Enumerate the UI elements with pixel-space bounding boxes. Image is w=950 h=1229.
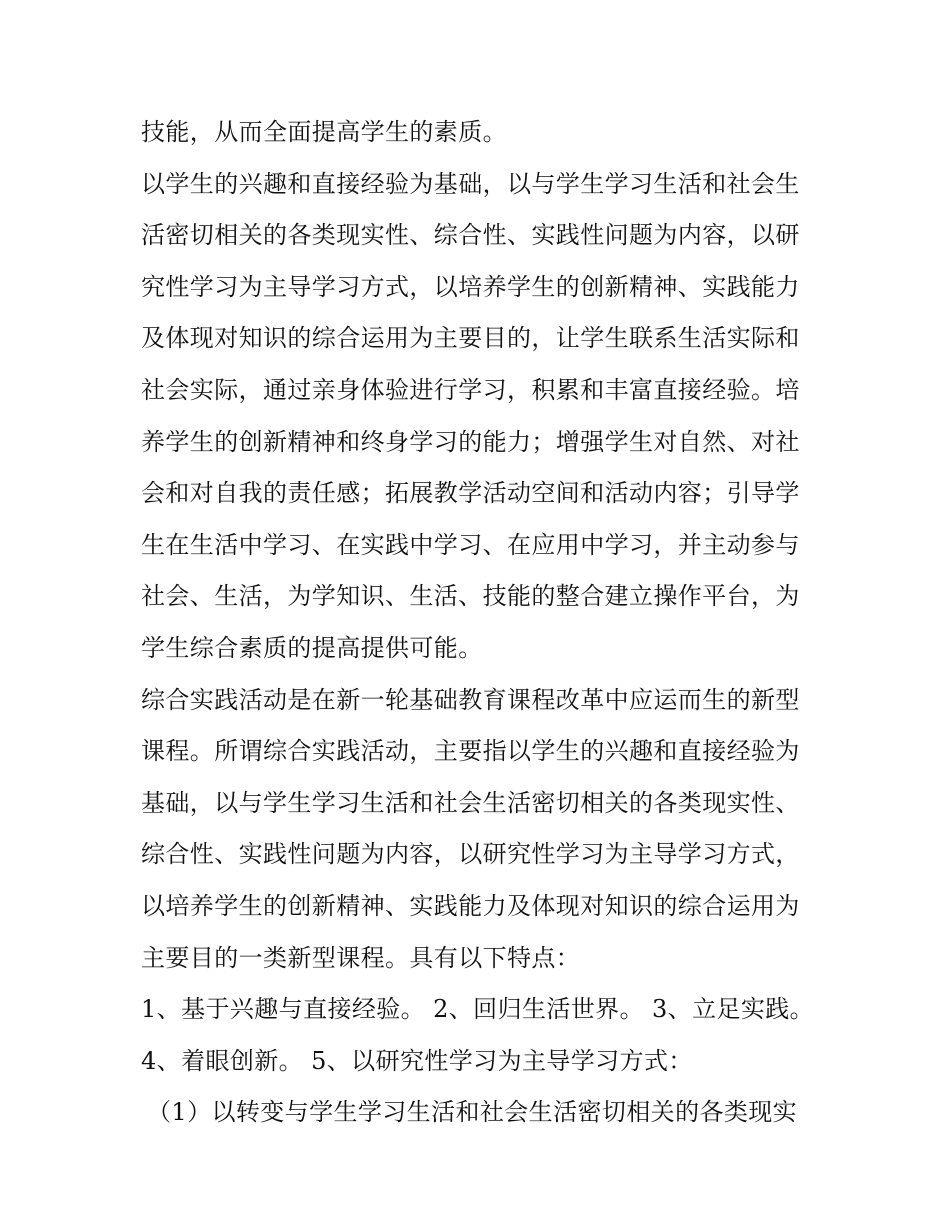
text-line: 1、基于兴趣与直接经验。 2、回归生活世界。 3、立足实践。 bbox=[141, 995, 815, 1024]
text-line: 主要目的一类新型课程。具有以下特点： bbox=[141, 943, 581, 972]
text-line: 课程。所谓综合实践活动，主要指以学生的兴趣和直接经验为 bbox=[141, 737, 800, 766]
text-line: （1）以转变与学生学习生活和社会生活密切相关的各类现实 bbox=[147, 1098, 798, 1127]
text-line: 4、着眼创新。 5、以研究性学习为主导学习方式： bbox=[141, 1046, 693, 1075]
text-line: 养学生的创新精神和终身学习的能力；增强学生对自然、对社 bbox=[141, 427, 800, 456]
text-line: 会和对自我的责任感；拓展教学活动空间和活动内容；引导学 bbox=[141, 479, 800, 508]
text-line: 究性学习为主导学习方式，以培养学生的创新精神、实践能力 bbox=[141, 272, 800, 301]
text-line: 综合实践活动是在新一轮基础教育课程改革中应运而生的新型 bbox=[141, 685, 800, 714]
text-line: 技能，从而全面提高学生的素质。 bbox=[141, 118, 507, 146]
text-line: 社会、生活，为学知识、生活、技能的整合建立操作平台，为 bbox=[141, 582, 800, 611]
text-line: 社会实际，通过亲身体验进行学习，积累和丰富直接经验。培 bbox=[141, 375, 800, 404]
text-line: 以学生的兴趣和直接经验为基础，以与学生学习生活和社会生 bbox=[141, 169, 800, 198]
text-line: 以培养学生的创新精神、实践能力及体现对知识的综合运用为 bbox=[141, 891, 800, 920]
text-line: 基础，以与学生学习生活和社会生活密切相关的各类现实性、 bbox=[141, 788, 800, 817]
document-body bbox=[141, 107, 821, 1139]
text-line: 及体现对知识的综合运用为主要目的，让学生联系生活实际和 bbox=[141, 324, 800, 353]
text-line: 综合性、实践性问题为内容，以研究性学习为主导学习方式， bbox=[141, 840, 800, 869]
text-line: 生在生活中学习、在实践中学习、在应用中学习，并主动参与 bbox=[141, 530, 800, 559]
text-line: 学生综合素质的提高提供可能。 bbox=[141, 633, 483, 662]
text-line: 活密切相关的各类现实性、综合性、实践性问题为内容，以研 bbox=[141, 221, 800, 250]
